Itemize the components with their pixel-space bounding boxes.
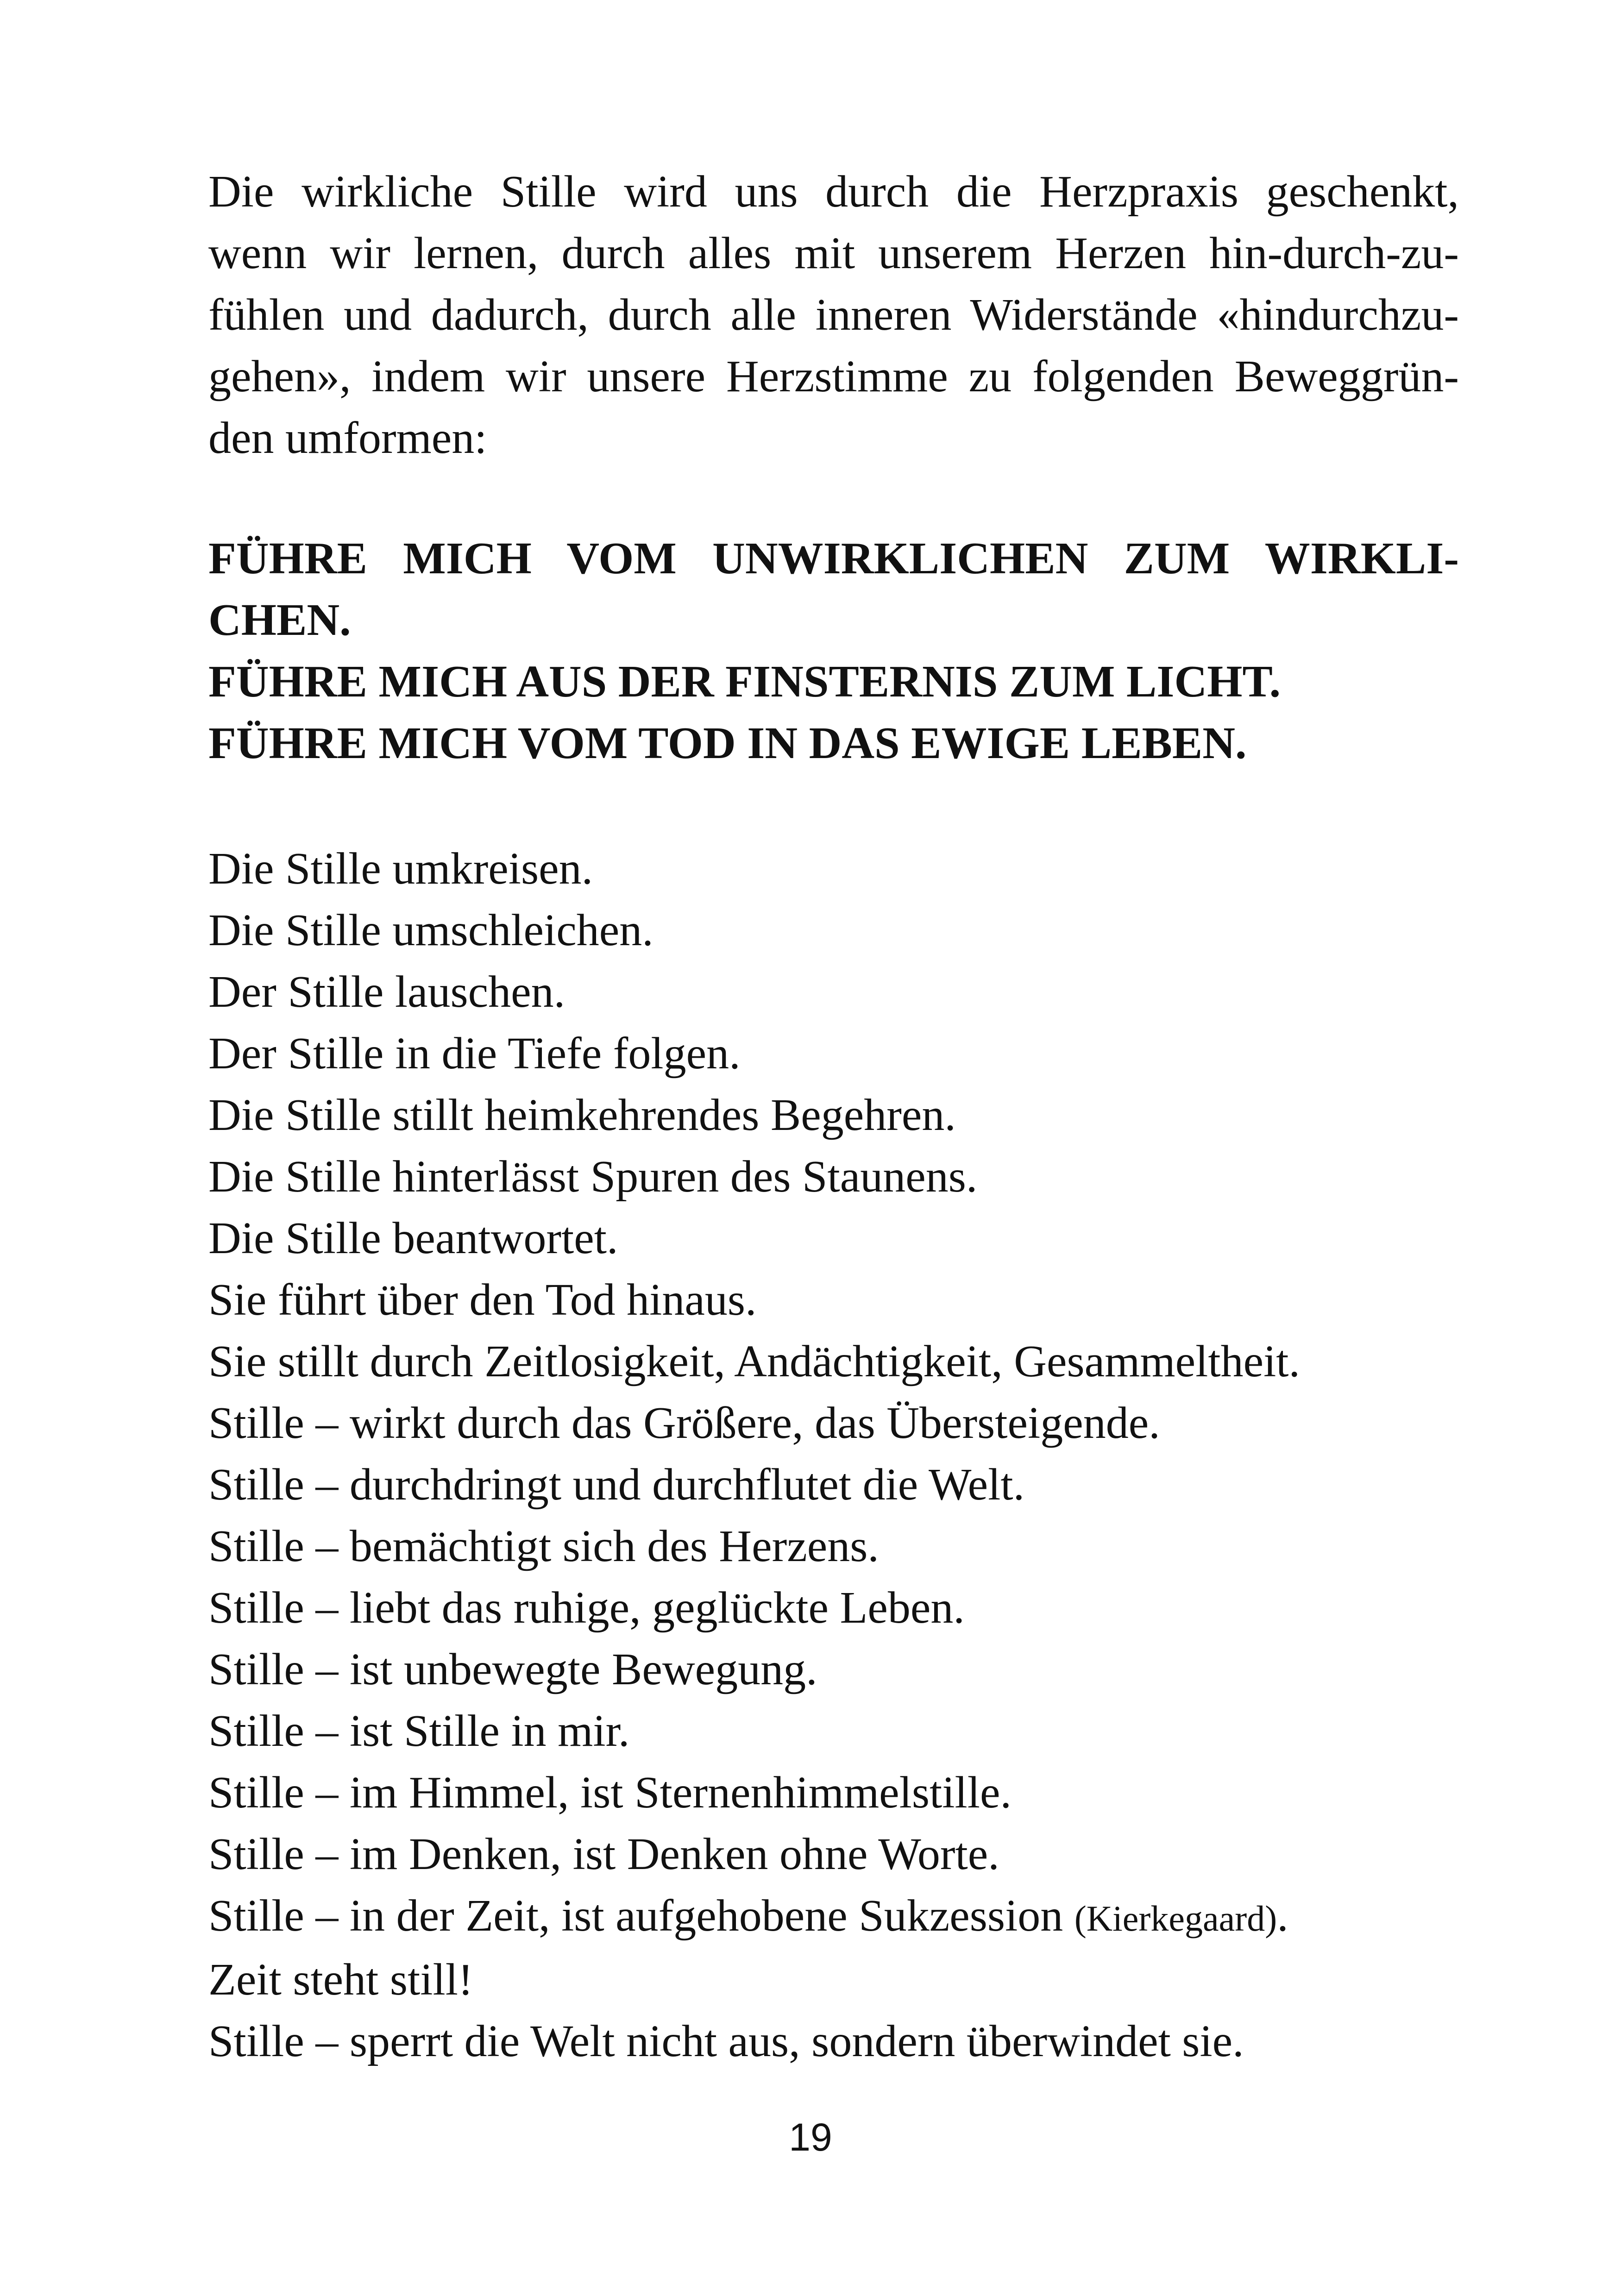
intro-line: wenn wir lernen, durch alles mit unserem Herzen hin-durch-zu- xyxy=(208,228,1459,278)
verse-line: Stille – im Denken, ist Denken ohne Worte. xyxy=(208,1829,999,1879)
verse-line: Stille – ist unbewegte Bewegung. xyxy=(208,1644,817,1694)
verse-line: Stille – sperrt die Welt nicht aus, sondern überwindet sie. xyxy=(208,2016,1244,2066)
intro-line: den umformen: xyxy=(208,413,487,463)
page-number: 19 xyxy=(789,2115,832,2159)
verse-line: Die Stille umschleichen. xyxy=(208,905,653,955)
verse-line: Die Stille stillt heimkehrendes Begehren. xyxy=(208,1090,956,1140)
verse-line: Zeit steht still! xyxy=(208,1955,473,2005)
verse-line: Sie stillt durch Zeitlosigkeit, Andächtigkeit, Gesammeltheit. xyxy=(208,1336,1301,1386)
mantra-line: FÜHRE MICH VOM TOD IN DAS EWIGE LEBEN. xyxy=(208,718,1247,768)
intro-line: fühlen und dadurch, durch alle inneren Widerstände «hindurchzu- xyxy=(208,290,1459,340)
intro-paragraph xyxy=(208,161,1459,469)
intro-line: Die wirkliche Stille wird uns durch die Herzpraxis geschenkt, xyxy=(208,167,1459,217)
verse-line: Die Stille beantwortet. xyxy=(208,1213,618,1263)
intro-line: gehen», indem wir unsere Herzstimme zu folgenden Beweggrün- xyxy=(208,351,1459,401)
verse-line: Der Stille lauschen. xyxy=(208,967,565,1017)
citation-kierkegaard: (Kierkegaard) xyxy=(1074,1898,1277,1938)
verse-line: Stille – ist Stille in mir. xyxy=(208,1706,630,1756)
verse-line: Stille – liebt das ruhige, geglückte Leben. xyxy=(208,1583,965,1633)
verse-end-punctuation: . xyxy=(1277,1891,1288,1941)
verse-line: Die Stille hinterlässt Spuren des Staunens. xyxy=(208,1152,978,1202)
verse-line: Der Stille in die Tiefe folgen. xyxy=(208,1029,741,1079)
mantra-line: FÜHRE MICH VOM UNWIRKLICHEN ZUM WIRKLI- xyxy=(208,533,1459,583)
verse-line: Stille – bemächtigt sich des Herzens. xyxy=(208,1521,879,1571)
verse-line-kierkegaard xyxy=(208,1885,1459,1949)
stille-verses xyxy=(208,838,1459,2072)
verse-line: Stille – wirkt durch das Größere, das Übersteigende. xyxy=(208,1398,1160,1448)
verse-line: Sie führt über den Tod hinaus. xyxy=(208,1275,757,1325)
verse-line: Die Stille umkreisen. xyxy=(208,844,593,894)
verse-line: Stille – durchdringt und durchflutet die Welt. xyxy=(208,1460,1025,1510)
verse-line: Stille – im Himmel, ist Sternenhimmelstille. xyxy=(208,1768,1012,1818)
mantra-line: CHEN. xyxy=(208,595,351,645)
mantra-block xyxy=(208,528,1459,774)
mantra-line: FÜHRE MICH AUS DER FINSTERNIS ZUM LICHT. xyxy=(208,657,1281,707)
verse-text: Stille – in der Zeit, ist aufgehobene Sukzession xyxy=(208,1891,1074,1941)
